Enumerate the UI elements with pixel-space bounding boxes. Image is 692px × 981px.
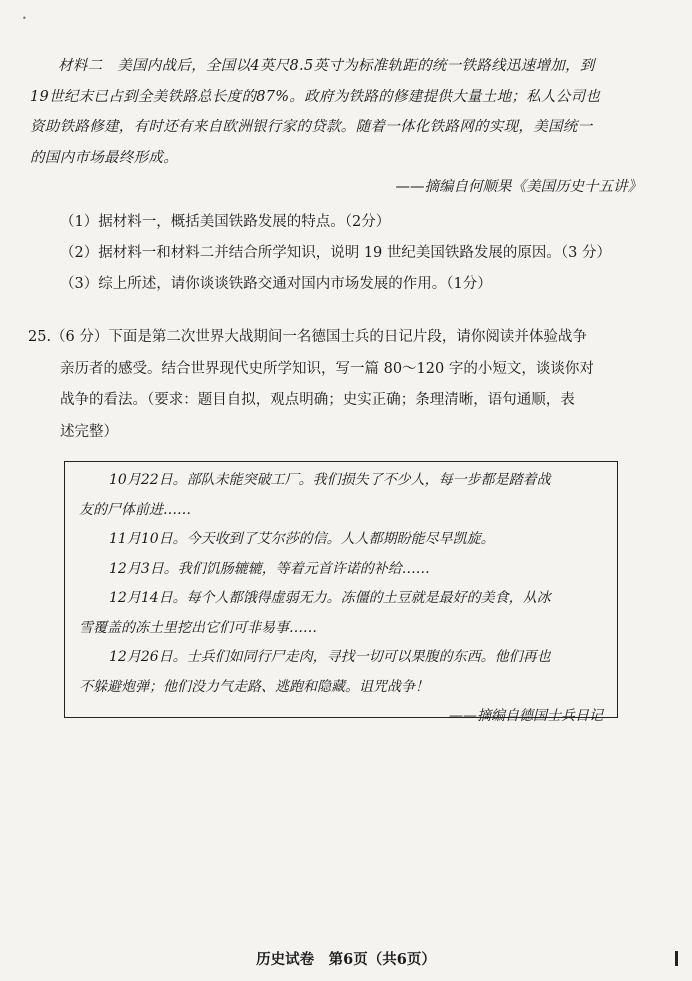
question-24-subquestions (60, 207, 611, 300)
material-line: 的国内市场最终形成。 (30, 149, 178, 166)
subquestion-2: （2）据材料一和材料二并结合所学知识，说明 19 世纪美国铁路发展的原因。（3 分） (60, 245, 611, 261)
diary-source: ——摘编自德国士兵日记 (449, 708, 603, 724)
subquestion-1: （1）据材料一，概括美国铁路发展的特点。（2分） (60, 214, 391, 230)
diary-entry: 不躲避炮弹；他们没力气走路、逃跑和隐藏。诅咒战争！ (79, 678, 429, 695)
diary-entry: 12月26日。士兵们如同行尸走肉，寻找一切可以果腹的东西。他们再也 (109, 649, 551, 665)
material-two (30, 51, 655, 173)
question-25-line: 亲历者的感受。结合世界现代史所学知识，写一篇 80～120 字的小短文，谈谈你对 (60, 360, 594, 377)
diary-entry: 11月10日。今天收到了艾尔莎的信。人人都期盼能尽早凯旋。 (109, 531, 495, 547)
diary-entry: 12月3日。我们饥肠辘辘，等着元首许诺的补给…… (109, 560, 430, 577)
material-line: 19世纪末已占到全美铁路总长度的87%。政府为铁路的修建提供大量土地；私人公司也 (30, 88, 601, 105)
edge-mark (675, 951, 678, 966)
question-25-line: 述完整） (60, 423, 118, 440)
question-25-line: 战争的看法。（要求：题目自拟，观点明确；史实正确；条理清晰，语句通顺，表 (60, 392, 575, 408)
question-25 (28, 322, 643, 448)
diary-entry: 友的尸体前进…… (79, 501, 191, 518)
material-line: 材料二 美国内战后，全国以4英尺8.5英寸为标准轨距的统一铁路线迅速增加，到 (58, 58, 595, 74)
diary-box (64, 461, 618, 724)
diary-entry: 10月22日。部队未能突破工厂。我们损失了不少人，每一步都是踏着战 (109, 472, 551, 488)
question-25-stem: 25.（6 分）下面是第二次世界大战期间一名德国士兵的日记片段，请你阅读并体验战争 (28, 329, 587, 345)
material-line: 资助铁路修建，有时还有来自欧洲银行家的贷款。随着一体化铁路网的实现，美国统一 (30, 119, 593, 135)
page-footer: 历史试卷 第6页（共6页） (256, 951, 436, 968)
scan-speck: • (22, 14, 27, 23)
diary-entry: 12月14日。每个人都饿得虚弱无力。冻僵的土豆就是最好的美食，从冰 (109, 590, 551, 606)
material-source: ——摘编自何顺果《美国历史十五讲》 (395, 179, 642, 195)
subquestion-3: （3）综上所述，请你谈谈铁路交通对国内市场发展的作用。（1分） (60, 276, 492, 292)
diary-entry: 雪覆盖的冻土里挖出它们可非易事…… (79, 619, 317, 636)
